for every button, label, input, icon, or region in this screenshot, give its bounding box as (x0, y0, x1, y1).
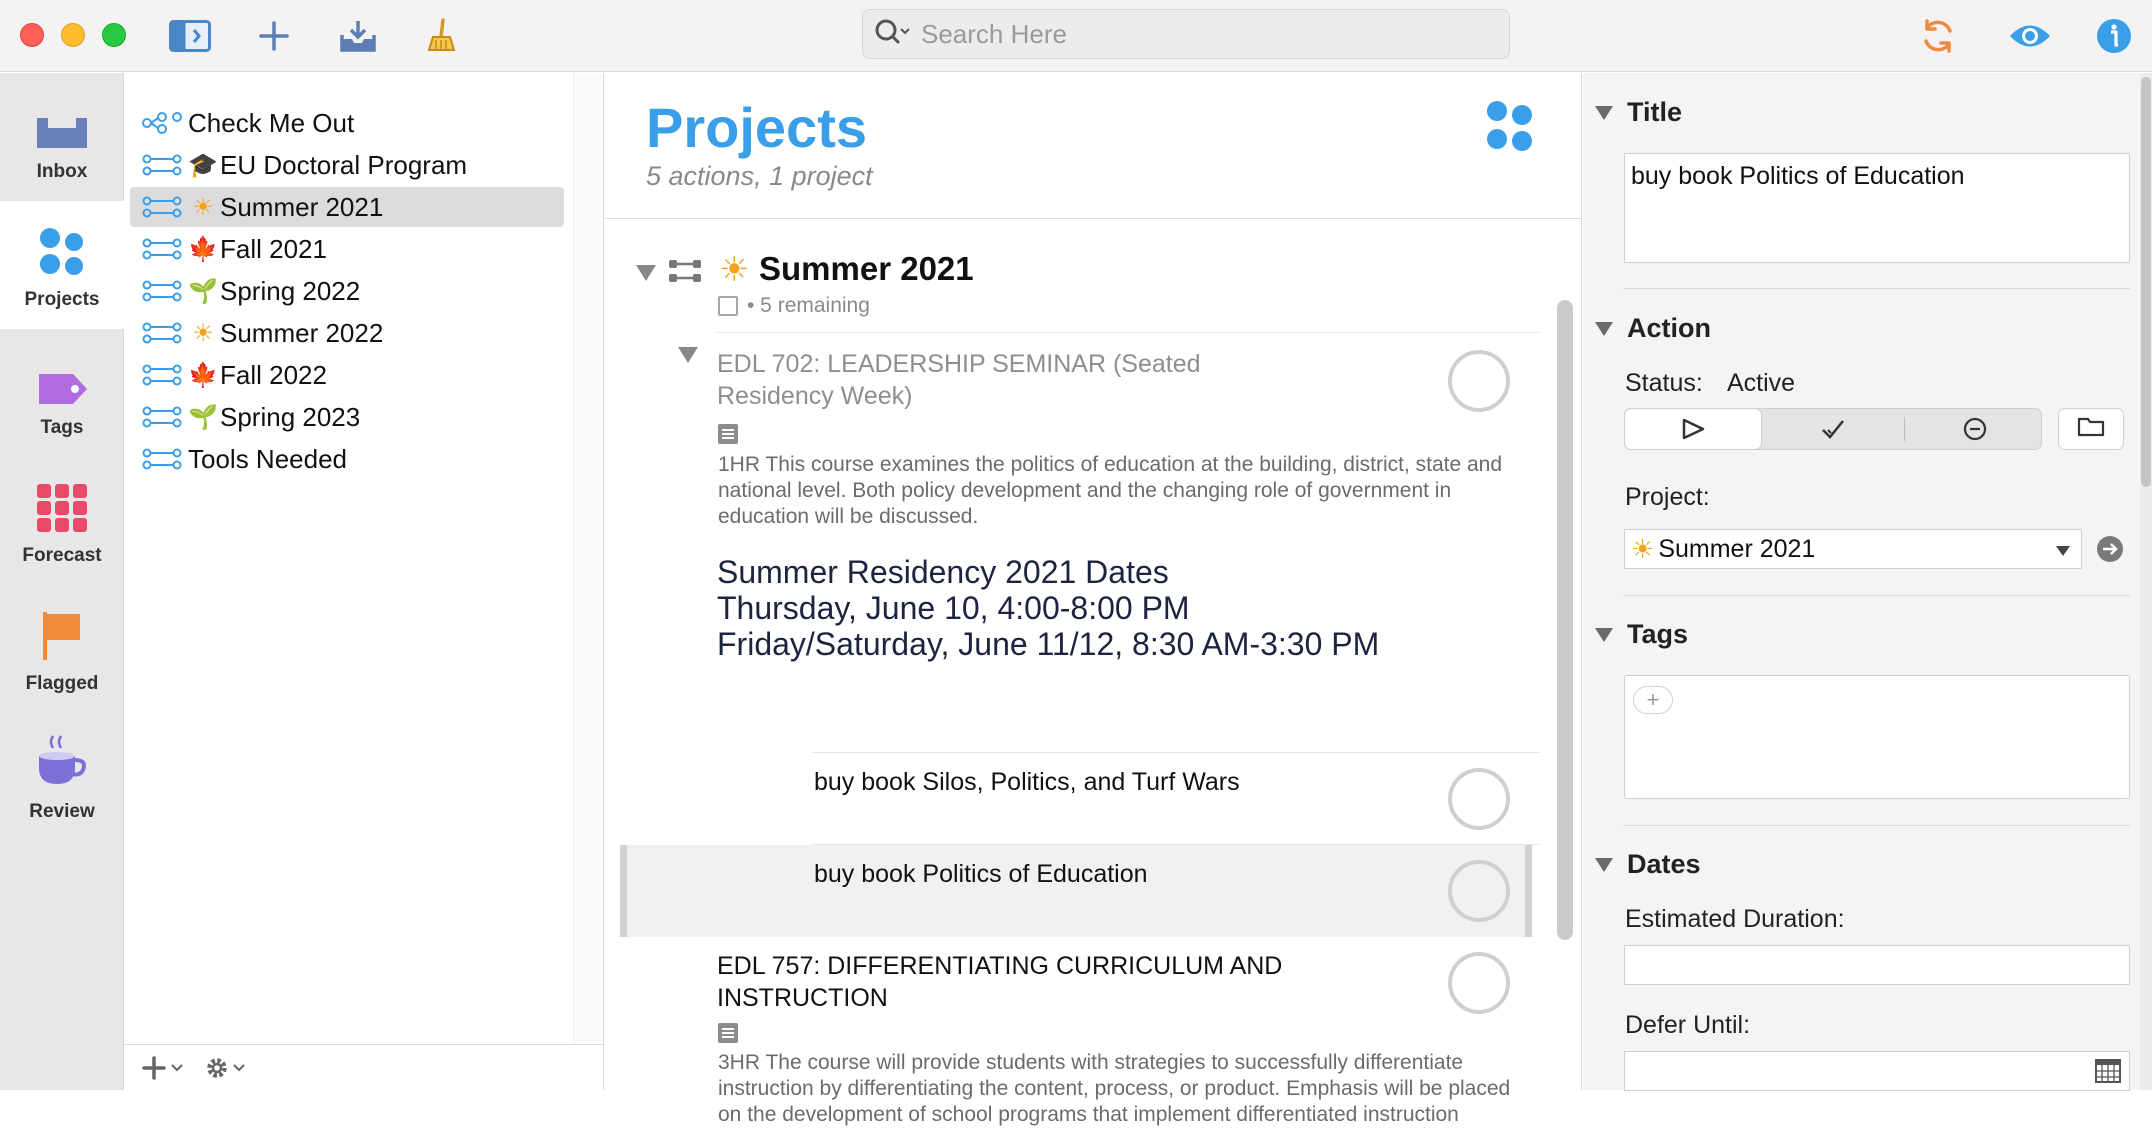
sync-icon[interactable] (1916, 14, 1960, 58)
divider (1623, 595, 2130, 596)
page-subtitle: 5 actions, 1 project (646, 161, 873, 191)
note-icon[interactable] (718, 1023, 738, 1043)
action-title[interactable]: buy book Silos, Politics, and Turf Wars (814, 768, 1240, 796)
project-icon (142, 280, 182, 302)
section-action-header[interactable] (1627, 313, 1743, 344)
perspective-review[interactable] (0, 713, 124, 841)
sun-icon: ☀ (1631, 533, 1655, 564)
disclosure-triangle-icon[interactable] (677, 346, 699, 369)
perspective-label: Tags (40, 417, 84, 438)
project-handle-icon[interactable] (667, 258, 703, 289)
project-value: Summer 2021 (1658, 534, 1816, 563)
inbox-tray-icon (35, 114, 89, 155)
title-field[interactable]: buy book Politics of Education (1624, 153, 2130, 263)
project-icon (142, 448, 182, 470)
search-field[interactable] (862, 9, 1510, 59)
add-tag-button[interactable]: + (1633, 686, 1673, 714)
maximize-window-button[interactable] (102, 23, 126, 47)
action-title[interactable]: EDL 702: LEADERSHIP SEMINAR (Seated Residency Week) (717, 350, 1201, 410)
search-placeholder: Search Here (921, 18, 1067, 49)
dates-line: Thursday, June 10, 4:00-8:00 PM (717, 590, 1190, 626)
divider (1623, 825, 2130, 826)
outline-scrollbar[interactable] (1557, 300, 1573, 940)
perspective-forecast[interactable] (0, 457, 124, 585)
chevron-down-icon (2055, 544, 2071, 562)
section-heading: Title (1627, 97, 1683, 127)
projects-dots-icon (1485, 99, 1535, 158)
perspective-bar (0, 73, 124, 1090)
project-icon (142, 196, 182, 218)
completion-checkbox[interactable] (1448, 860, 1510, 922)
broom-icon[interactable] (420, 14, 464, 58)
note-icon[interactable] (718, 296, 738, 316)
sun-icon: ☀ (719, 251, 750, 289)
go-to-project-icon[interactable] (2096, 535, 2124, 568)
disclosure-triangle-icon (1595, 322, 1613, 336)
toolbar (0, 0, 2152, 72)
project-icon (142, 322, 182, 344)
perspective-label: Forecast (22, 545, 102, 566)
main-outline (605, 73, 1582, 1126)
gear-icon[interactable] (204, 1054, 248, 1082)
seedling-icon: 🌱 (188, 277, 218, 305)
add-action-button[interactable] (252, 14, 296, 58)
info-icon[interactable] (2092, 14, 2136, 58)
sidebar-item-label: Spring 2022 (220, 275, 361, 306)
outline-header (605, 73, 1582, 219)
project-icon (142, 238, 182, 260)
sidebar-item-spring-2023[interactable] (130, 397, 564, 437)
project-label: Project: (1625, 483, 1710, 511)
sidebar-item-label: Fall 2021 (220, 233, 327, 264)
status-segmented-control (1624, 408, 2042, 450)
estimated-duration-label: Estimated Duration: (1625, 905, 1845, 933)
disclosure-triangle-icon (1595, 628, 1613, 642)
group-title[interactable]: Summer 2021 (759, 250, 974, 287)
sidebar-item-label: Summer 2022 (220, 317, 384, 348)
folder-button[interactable] (2058, 408, 2124, 450)
section-tags-header[interactable] (1627, 619, 1720, 650)
close-window-button[interactable] (20, 23, 44, 47)
sidebar-scrollbar[interactable] (573, 73, 603, 1043)
project-popup[interactable] (1624, 529, 2082, 569)
seedling-icon: 🌱 (188, 403, 218, 431)
sun-icon: ☀ (192, 319, 214, 347)
inspector-scrollbar[interactable] (2140, 73, 2152, 1090)
section-title-header[interactable] (1627, 97, 1714, 128)
status-dropped-button[interactable] (1907, 409, 2043, 449)
minimize-window-button[interactable] (61, 23, 85, 47)
scrollbar-thumb[interactable] (2141, 77, 2151, 487)
defer-until-label: Defer Until: (1625, 1011, 1751, 1039)
search-icon (873, 17, 913, 52)
perspective-inbox[interactable] (0, 73, 124, 201)
perspective-label: Inbox (36, 161, 88, 182)
add-menu-button[interactable] (142, 1055, 186, 1081)
perspective-label: Projects (24, 289, 100, 310)
disclosure-triangle-icon (1595, 858, 1613, 872)
section-heading: Tags (1627, 619, 1689, 649)
completion-checkbox[interactable] (1448, 350, 1510, 412)
download-tray-icon[interactable] (336, 14, 380, 58)
folder-nodes-icon (142, 112, 182, 134)
forecast-grid-icon (35, 482, 89, 539)
sidebar-item-label: Tools Needed (188, 443, 347, 474)
coffee-cup-icon (35, 734, 89, 795)
segment-divider (1904, 417, 1905, 441)
section-dates-header[interactable] (1627, 849, 1733, 880)
action-note: 1HR This course examines the politics of education at the building, district, state and national level. Both policy development and the changing role of government in education will be discussed. (718, 453, 1503, 528)
perspective-tags[interactable] (0, 329, 124, 457)
divider (717, 332, 1539, 333)
project-list-sidebar (124, 73, 604, 1090)
section-heading: Dates (1627, 849, 1701, 879)
maple-leaf-icon: 🍁 (188, 361, 218, 389)
sidebar-item-eu-doctoral-program[interactable] (130, 145, 564, 185)
section-heading: Action (1627, 313, 1711, 343)
status-active-button[interactable] (1625, 409, 1761, 449)
status-value: Active (1727, 369, 1796, 397)
sidebar-item-label: EU Doctoral Program (220, 149, 468, 180)
project-icon (142, 364, 182, 386)
sidebar-item-check-me-out[interactable] (130, 103, 564, 143)
flag-icon (40, 610, 84, 667)
eye-icon[interactable] (2008, 14, 2052, 58)
disclosure-triangle-icon[interactable] (635, 264, 657, 287)
folder-icon (2076, 415, 2106, 444)
status-completed-button[interactable] (1765, 409, 1901, 449)
action-note: 3HR The course will provide students with strategies to successfully differentiate instruction by differentiating the content, process, or product. Emphasis will be placed on the development of school programs that implement differentiated instruction (718, 1051, 1511, 1126)
inspector-panel (1583, 73, 2152, 1090)
tags-field[interactable] (1624, 675, 2130, 799)
status-label: Status: (1625, 369, 1703, 397)
sidebar-toggle-icon[interactable] (168, 14, 212, 58)
tag-icon (35, 372, 89, 411)
sidebar-item-label: Fall 2022 (220, 359, 327, 390)
remaining-count: • 5 remaining (747, 294, 870, 317)
action-title[interactable]: buy book Politics of Education (814, 860, 1148, 888)
sidebar-item-label: Spring 2023 (220, 401, 361, 432)
completion-checkbox[interactable] (1448, 768, 1510, 830)
sidebar-item-label: Check Me Out (188, 107, 355, 138)
perspective-label: Review (29, 801, 95, 822)
perspective-label: Flagged (25, 673, 99, 694)
calendar-icon[interactable] (2095, 1058, 2121, 1089)
project-icon (142, 154, 182, 176)
maple-leaf-icon: 🍁 (188, 235, 218, 263)
divider (1623, 288, 2130, 289)
note-icon[interactable] (718, 424, 738, 444)
perspective-flagged[interactable] (0, 585, 124, 713)
estimated-duration-field[interactable] (1624, 945, 2130, 985)
sidebar-item-tools-needed[interactable] (130, 439, 564, 479)
disclosure-triangle-icon (1595, 106, 1613, 120)
graduation-cap-icon: 🎓 (188, 151, 218, 179)
sidebar-item-summer-2021[interactable] (130, 187, 564, 227)
sidebar-item-fall-2022[interactable] (130, 355, 564, 395)
perspective-projects[interactable] (0, 201, 124, 329)
action-title[interactable]: EDL 757: DIFFERENTIATING CURRICULUM AND INSTRUCTION (717, 952, 1283, 1012)
completion-checkbox[interactable] (1448, 952, 1510, 1014)
sun-icon: ☀ (192, 193, 214, 221)
sidebar-item-label: Summer 2021 (220, 191, 384, 222)
sidebar-footer (124, 1044, 603, 1090)
page-title: Projects (646, 96, 867, 159)
dates-line: Summer Residency 2021 Dates (717, 554, 1169, 590)
defer-until-field[interactable] (1624, 1051, 2130, 1091)
project-icon (142, 406, 182, 428)
outline-body[interactable] (605, 220, 1582, 1126)
sidebar-item-spring-2022[interactable] (130, 271, 564, 311)
sidebar-item-summer-2022[interactable] (130, 313, 564, 353)
dates-line: Friday/Saturday, June 11/12, 8:30 AM-3:30 PM (717, 626, 1380, 662)
sidebar-item-fall-2021[interactable] (130, 229, 564, 269)
divider (813, 752, 1539, 753)
projects-dots-icon (38, 226, 86, 283)
